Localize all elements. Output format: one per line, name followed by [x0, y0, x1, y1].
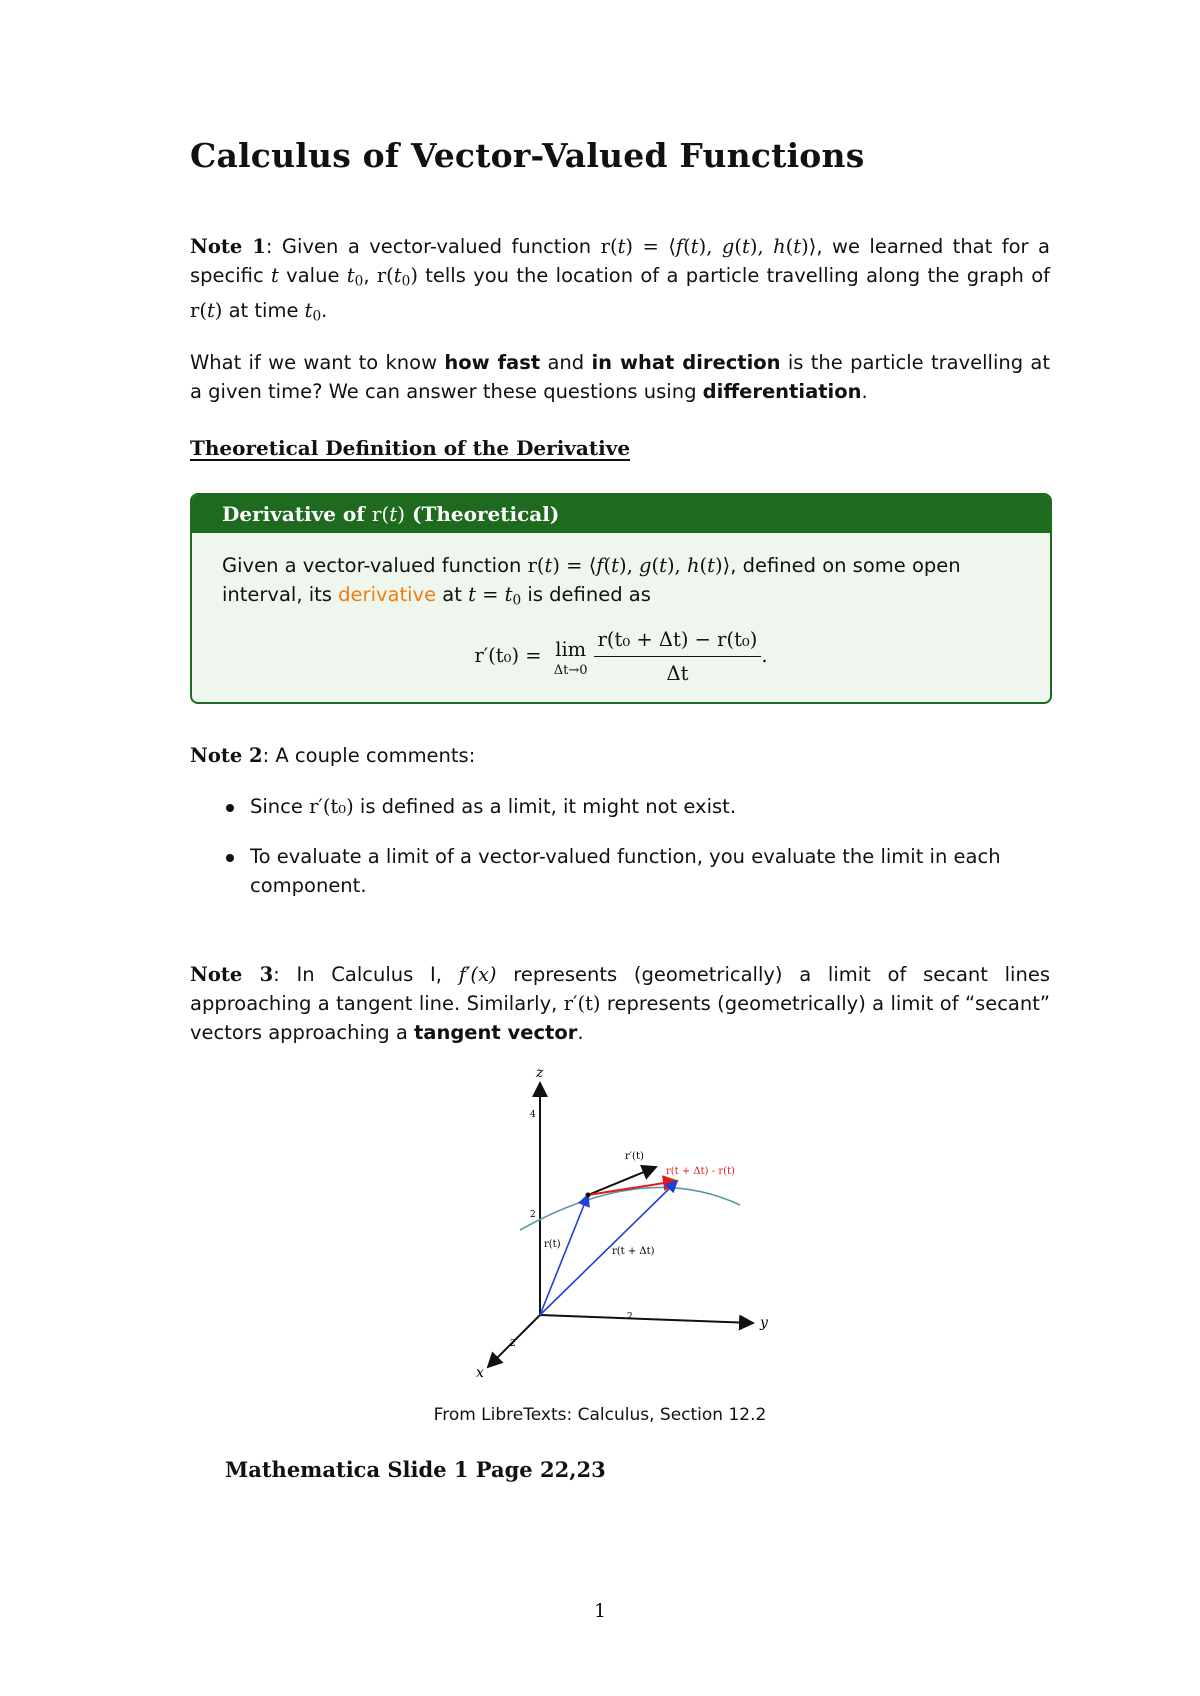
page-title: Calculus of Vector-Valued Functions [190, 136, 865, 175]
svg-text:2: 2 [530, 1210, 536, 1220]
curve-point [586, 1193, 591, 1198]
comment-list [190, 792, 1050, 900]
space-curve [520, 1187, 740, 1230]
slide-reference: Mathematica Slide 1 Page 22,23 [225, 1457, 606, 1482]
axis-label-x: x [476, 1365, 484, 1381]
axis-label-z: z [536, 1065, 544, 1081]
page-number: 1 [593, 1600, 607, 1622]
list-item: Since r′(t₀) is defined as a limit, it might not exist. [190, 792, 1050, 821]
note-1: Note 1: Given a vector-valued function r(t) = ⟨f(t), g(t), h(t)⟩, we learned that for a specific t value $t_0$, $r(t_0)$ tells you the location of a particle travelling along the graph of r(t) at time $t_0$. [190, 235, 1050, 325]
svg-text:4: 4 [530, 1110, 536, 1120]
figure-caption: From LibreTexts: Calculus, Section 12.2 [433, 1405, 767, 1425]
label-secant: r(t + Δt) - r(t) [666, 1166, 735, 1177]
note-1-label: Note 1 [190, 235, 266, 258]
position-vector-t [540, 1195, 588, 1315]
definition-box-header: Derivative of r(t) (Theoretical) [192, 495, 1050, 533]
section-heading: Theoretical Definition of the Derivative [190, 436, 631, 460]
definition-box [190, 493, 1052, 704]
intro-paragraph: What if we want to know how fast and in what direction is the particle travelling at a given time? We can answer these questions using differentiation. [190, 351, 1051, 403]
note-3: Note 3: In Calculus I, f′(x) represents (geometrically) a limit of secant lines approaching a tangent line. Similarly, r′(t) represents (geometrically) a limit of “secant” vectors approaching a tangent vector. [190, 963, 1050, 1044]
y-axis [540, 1315, 753, 1323]
svg-text:2: 2 [627, 1312, 633, 1322]
svg-text:2: 2 [510, 1339, 516, 1349]
note-2: Note 2: A couple comments: Since r′(t₀) is defined as a limit, it might not exist. To evaluate a limit of a vector-valued function, you evaluate the limit in each component. [190, 741, 1050, 921]
axis-label-y: y [760, 1315, 768, 1331]
definition-box-body: Given a vector-valued function r(t) = ⟨f(t), g(t), h(t)⟩, defined on some open interval, its derivative at $t = t_0$ is defined as r′(t₀) = lim Δt→0 $\frac{\text{r(t₀ + Δt) − r(t₀)}}{\Delta t}$ . [192, 533, 1050, 688]
list-item: To evaluate a limit of a vector-valued function, you evaluate the limit in each component. [190, 842, 1050, 900]
derivative-term: derivative [338, 583, 437, 606]
label-rtdt: r(t + Δt) [612, 1246, 655, 1257]
label-rt: r(t) [544, 1239, 561, 1250]
derivative-formula: r′(t₀) = lim Δt→0 $\frac{\text{r(t₀ + Δt) − r(t₀)}}{\Delta t}$ . [222, 625, 1020, 688]
label-rprime: r′(t) [625, 1151, 644, 1162]
tangent-vector-figure [470, 1065, 790, 1385]
